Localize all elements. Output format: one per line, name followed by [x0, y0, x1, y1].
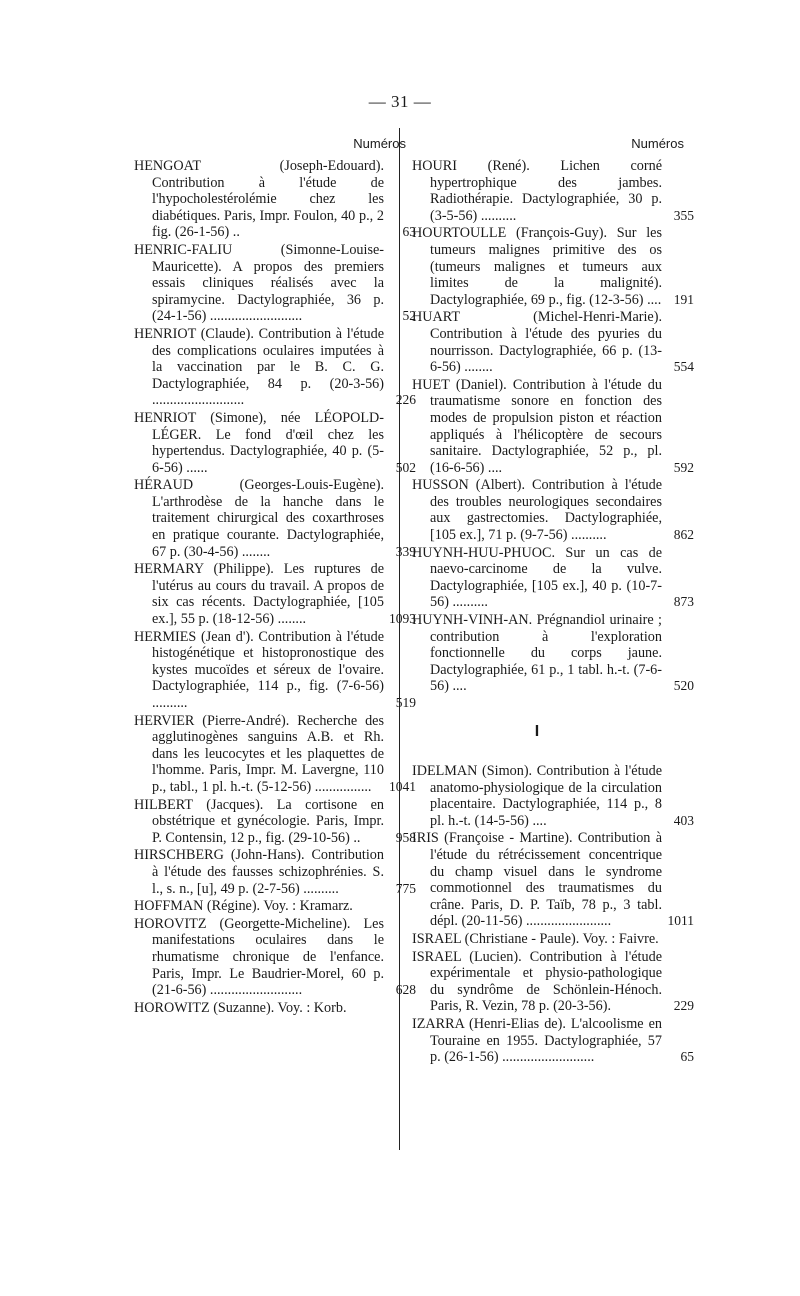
entry-number: 628: [395, 982, 416, 998]
entry-number: 873: [673, 594, 694, 610]
entry-number: 862: [673, 527, 694, 543]
entry-number: 958: [395, 829, 416, 845]
bibliography-entry: [412, 830, 694, 930]
right-entry-list-h: [412, 158, 694, 695]
entry-text: IRIS (Françoise - Martine). Contribution à l'étude du rétrécissement concentrique du champ visuel dans le syndrome commotionnel des traumatismes du crâne. Paris, D. P. Taïb, 78 p., 3 tabl. dépl. (20-11-56) ........................: [412, 830, 662, 930]
right-entry-list-i: [412, 763, 694, 1066]
entry-text: HOURI (René). Lichen corné hypertrophique des jambes. Radiothérapie. Dactylographiée, 30 p. (3-5-56) ..........: [412, 158, 662, 224]
entry-text: IZARRA (Henri-Elias de). L'alcoolisme en Touraine en 1955. Dactylographiée, 57 p. (26-1-56) ..........................: [412, 1015, 662, 1066]
entry-number: 502: [395, 459, 416, 475]
bibliography-entry: [134, 158, 416, 241]
entry-text: HOFFMAN (Régine). Voy. : Kramarz.: [134, 898, 353, 915]
bibliography-entry: [412, 158, 694, 224]
entry-text: HOROVITZ (Georgette-Micheline). Les manifestations oculaires dans le rhumatisme chronique de l'enfance. Paris, Impr. Le Baudrier-Morel, 60 p. (21-6-56) ..........................: [134, 915, 384, 999]
bibliography-entry: [412, 376, 694, 477]
entry-text: HILBERT (Jacques). La cortisone en obstétrique et gynécologie. Paris, Impr. P. Contensin, 12 p., fig. (29-10-56) ..: [134, 796, 384, 846]
entry-text: HOROWITZ (Suzanne). Voy. : Korb.: [134, 999, 347, 1016]
entry-text: HERVIER (Pierre-André). Recherche des agglutinogènes sanguins A.B. et Rh. dans les leucocytes et les plaquettes de l'homme. Paris, Impr. M. Lavergne, 110 p., tabl., 1 pl. h.-t. (5-12-56) ................: [134, 712, 384, 795]
bibliography-entry: [134, 241, 416, 325]
entry-number: 1093: [389, 611, 416, 627]
entry-text: ISRAEL (Christiane - Paule). Voy. : Faivre.: [412, 930, 659, 947]
entry-number: 520: [673, 678, 694, 694]
bibliography-entry: [412, 544, 694, 611]
entry-text: HUYNH-VINH-AN. Prégnandiol urinaire ; contribution à l'exploration fonctionnelle du corps jaune. Dactylographiée, 61 p., 1 tabl. h.-t. (7-6-56) ....: [412, 612, 662, 695]
entry-text: HERMARY (Philippe). Les ruptures de l'utérus au cours du travail. A propos de six cas récents. Dactylographiée, [105 ex.], 55 p. (18-12-56) ........: [134, 561, 384, 628]
right-column: [412, 136, 694, 1067]
bibliography-entry: [412, 763, 694, 829]
entry-text: HUART (Michel-Henri-Marie). Contribution à l'étude des pyuries du nourrisson. Dactylographiée, 66 p. (13-6-56) ........: [412, 309, 662, 376]
entry-number: 1041: [389, 778, 416, 794]
column-header-left: Numéros: [353, 136, 406, 151]
left-entry-list: [134, 158, 416, 1016]
entry-text: ISRAEL (Lucien). Contribution à l'étude expérimentale et physio-pathologique du syndrôme de Schönlein-Hénoch. Paris, R. Vezin, 78 p. (20-3-56).: [412, 948, 662, 1015]
bibliography-entry: [412, 931, 662, 948]
entry-number: 52: [402, 308, 416, 324]
left-column: [134, 136, 416, 1017]
section-letter: I: [534, 723, 540, 740]
bibliography-entry: [134, 477, 416, 560]
entry-text: HERMIES (Jean d'). Contribution à l'étude histogénétique et histopronostique des kystes mucoïdes et séreux de l'ovaire. Dactylographiée, 114 p., fig. (7-6-56) ..........: [134, 628, 384, 711]
bibliography-entry: [134, 898, 384, 915]
entry-text: HENRIOT (Simone), née LÉOPOLD-LÉGER. Le fond d'œil chez les hypertendus. Dactylographiée, 40 p. (5-6-56) ......: [134, 409, 384, 476]
entry-number: 65: [680, 1049, 694, 1065]
bibliography-entry: [412, 225, 694, 308]
bibliography-entry: [134, 325, 416, 409]
entry-number: 229: [673, 998, 694, 1014]
entry-number: 339: [395, 543, 416, 559]
column-header-right: Numéros: [631, 136, 684, 151]
bibliography-entry: [134, 796, 416, 847]
entry-text: HIRSCHBERG (John-Hans). Contribution à l'étude des fausses schizophrénies. S. l., s. n., [u], 49 p. (2-7-56) ..........: [134, 847, 384, 897]
entry-text: IDELMAN (Simon). Contribution à l'étude anatomo-physiologique de la circulation placentaire. Dactylographiée, 114 p., 8 pl. h.-t. (14-5-56) ....: [412, 763, 662, 829]
entry-number: 519: [395, 695, 416, 710]
bibliography-entry: [134, 915, 416, 999]
entry-number: 554: [673, 359, 694, 375]
entry-number: 403: [673, 812, 694, 828]
bibliography-entry: [134, 561, 416, 628]
bibliography-entry: [134, 628, 416, 712]
entry-text: HUYNH-HUU-PHUOC. Sur un cas de naevo-carcinome de la vulve. Dactylographiée, [105 ex.], 40 p. (10-7-56) ..........: [412, 544, 662, 611]
bibliography-entry: [412, 948, 694, 1015]
bibliography-entry: [412, 477, 694, 544]
bibliography-entry: [134, 1000, 384, 1017]
entry-text: HUSSON (Albert). Contribution à l'étude des troubles neurologiques secondaires aux gastrectomies. Dactylographiée, [105 ex.], 71 p. (9-7-56) ..........: [412, 477, 662, 544]
entry-number: 1011: [667, 913, 694, 929]
entry-number: 775: [395, 880, 416, 896]
entry-text: HENGOAT (Joseph-Edouard). Contribution à l'étude de l'hypocholestérolémie chez les diabétiques. Paris, Impr. Foulon, 40 p., 2 fig. (26-1-56) ..: [134, 158, 384, 241]
entry-number: 592: [673, 459, 694, 475]
entry-text: HENRIOT (Claude). Contribution à l'étude des complications oculaires imputées à la vaccination par le B. C. G. Dactylographiée, 84 p. (20-3-56) ..........................: [134, 325, 384, 409]
bibliography-entry: [412, 612, 694, 695]
bibliography-entry: [134, 409, 416, 476]
entry-number: 355: [673, 207, 694, 223]
entry-text: HUET (Daniel). Contribution à l'étude du traumatisme sonore en fonction des modes de propulsion piston et réaction appliqués à l'hélicoptère de secours sanitaire. Dactylographiée, 52 p., pl. (16-6-56) ....: [412, 376, 662, 476]
entry-number: 226: [395, 392, 416, 408]
bibliography-entry: [134, 847, 416, 897]
entry-number: 191: [673, 291, 694, 307]
bibliography-entry: [412, 309, 694, 376]
bibliography-entry: [412, 1015, 694, 1066]
entry-number: 63: [402, 224, 416, 240]
bibliography-entry: [134, 712, 416, 796]
page-number: — 31 —: [368, 92, 432, 111]
entry-text: HÉRAUD (Georges-Louis-Eugène). L'arthrodèse de la hanche dans le traitement chirurgical des coxarthroses en pratique courante. Dactylographiée, 67 p. (30-4-56) ........: [134, 477, 384, 560]
entry-text: HENRIC-FALIU (Simonne-Louise-Mauricette). A propos des premiers essais cliniques réalisés avec la spiramycine. Dactylographiée, 36 p. (24-1-56) ..........................: [134, 241, 384, 325]
entry-text: HOURTOULLE (François-Guy). Sur les tumeurs malignes primitive des os (tumeurs malignes et tumeurs aux limites de la malignité). Dactylographiée, 69 p., fig. (12-3-56) ....: [412, 225, 662, 308]
